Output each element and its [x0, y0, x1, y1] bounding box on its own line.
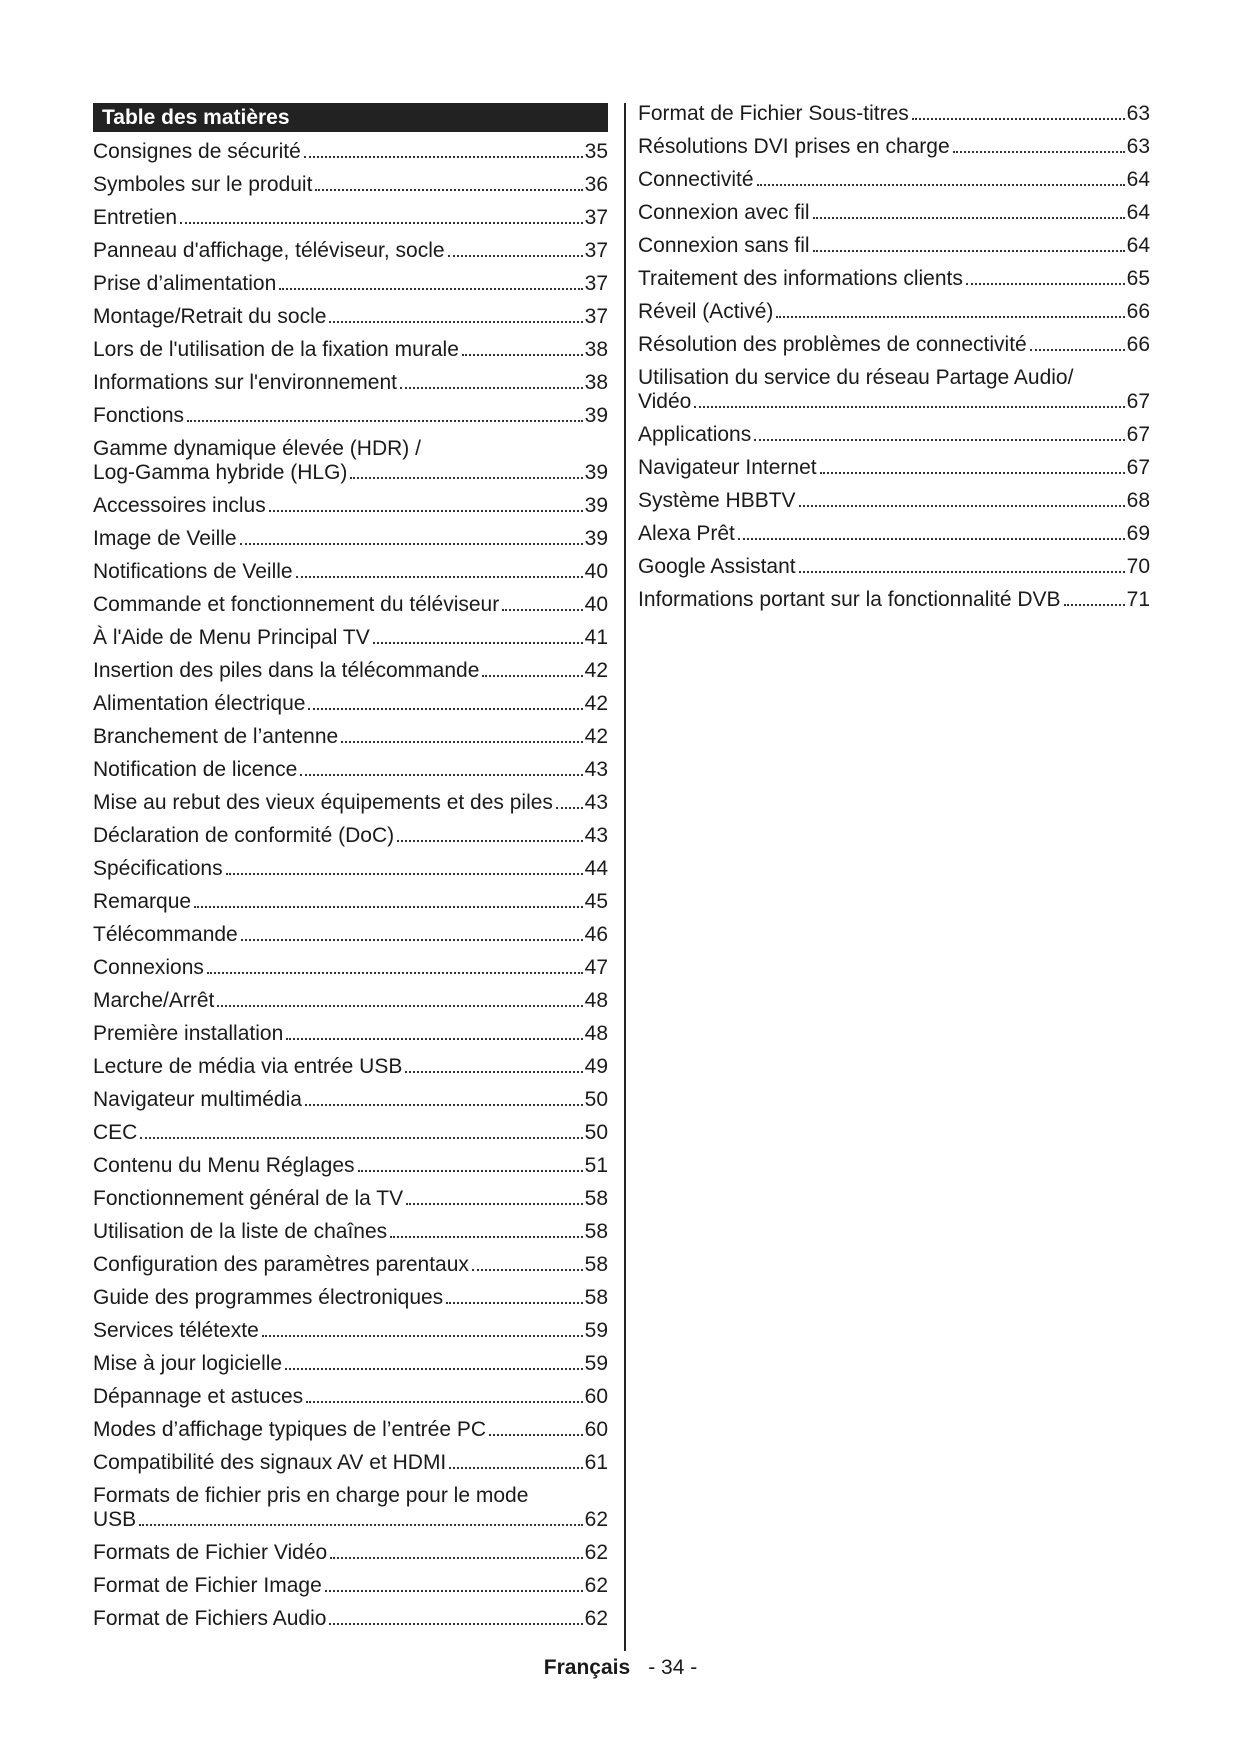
dot-leader: [358, 1170, 583, 1172]
dot-leader: [776, 316, 1124, 318]
toc-entry-title: Commande et fonctionnement du téléviseur: [93, 593, 500, 616]
toc-entry-page: 45: [584, 890, 608, 913]
toc-entry-page: 38: [584, 371, 608, 394]
toc-list-left: [93, 135, 608, 1635]
toc-entry-page: 70: [1126, 555, 1150, 578]
toc-list-right: [638, 97, 1150, 616]
toc-entry-title: Format de Fichier Sous-titres: [638, 102, 909, 125]
toc-entry-page: 37: [584, 272, 608, 295]
dot-leader: [262, 1335, 583, 1337]
toc-entry-title: Montage/Retrait du socle: [93, 305, 327, 328]
toc-entry-title: Mise au rebut des vieux équipements et des piles: [93, 791, 553, 814]
toc-entry[interactable]: [93, 555, 608, 588]
toc-entry[interactable]: [93, 1380, 608, 1413]
toc-entry-title: Contenu du Menu Réglages: [93, 1154, 355, 1177]
toc-entry-page: 48: [584, 989, 608, 1012]
dot-leader: [953, 151, 1125, 153]
toc-entry-page: 64: [1126, 168, 1150, 191]
dot-leader: [1030, 349, 1125, 351]
toc-entry-page: 46: [584, 923, 608, 946]
toc-entry-page: 58: [584, 1253, 608, 1276]
toc-entry-title: Connexion sans fil: [638, 234, 810, 257]
toc-entry[interactable]: [93, 753, 608, 786]
toc-entry[interactable]: [93, 1569, 608, 1602]
toc-entry-title: Applications: [638, 423, 752, 446]
dot-leader: [306, 1401, 582, 1403]
toc-entry-title: Guide des programmes électroniques: [93, 1286, 444, 1309]
dot-leader: [390, 1236, 582, 1238]
toc-entry-title: Résolution des problèmes de connectivité: [638, 333, 1027, 356]
toc-entry[interactable]: [93, 1314, 608, 1347]
toc-entry-page: 40: [584, 593, 608, 616]
toc-entry[interactable]: [93, 984, 608, 1017]
toc-entry-title: Résolutions DVI prises en charge: [638, 135, 950, 158]
toc-entry-title: Consignes de sécurité: [93, 140, 301, 163]
toc-entry-page: 59: [584, 1352, 608, 1375]
toc-entry[interactable]: [93, 720, 608, 753]
toc-entry[interactable]: [93, 522, 608, 555]
dot-leader: [140, 1137, 582, 1139]
toc-entry-page: 37: [584, 305, 608, 328]
toc-entry[interactable]: [93, 201, 608, 234]
toc-entry-title: À l'Aide de Menu Principal TV: [93, 626, 370, 649]
toc-entry[interactable]: [93, 1248, 608, 1281]
toc-entry-page: 49: [584, 1055, 608, 1078]
dot-leader: [315, 189, 582, 191]
toc-entry-title-continued: Vidéo: [638, 390, 692, 413]
toc-entry-page: 62: [584, 1508, 608, 1531]
toc-entry-title: Accessoires inclus: [93, 494, 266, 517]
toc-entry-title: Alexa Prêt: [638, 522, 735, 545]
dot-leader: [449, 1467, 582, 1469]
toc-entry-page: 36: [584, 173, 608, 196]
toc-entry-title: Dépannage et astuces: [93, 1385, 304, 1408]
toc-entry[interactable]: [93, 300, 608, 333]
toc-entry-title: Déclaration de conformité (DoC): [93, 824, 395, 847]
toc-entry-title: Mise à jour logicielle: [93, 1352, 283, 1375]
dot-leader: [207, 972, 583, 974]
toc-entry[interactable]: [93, 135, 608, 168]
toc-entry[interactable]: [93, 654, 608, 687]
toc-entry-title: Connexions: [93, 956, 204, 979]
toc-entry[interactable]: [93, 234, 608, 267]
toc-entry-page: 40: [584, 560, 608, 583]
dot-leader: [472, 1269, 583, 1271]
toc-entry[interactable]: [638, 328, 1150, 361]
toc-entry-page: 66: [1126, 300, 1150, 323]
toc-entry-page: 42: [584, 692, 608, 715]
toc-entry[interactable]: [93, 687, 608, 720]
toc-entry-page: 63: [1126, 102, 1150, 125]
toc-entry[interactable]: [638, 295, 1150, 328]
dot-leader: [400, 387, 583, 389]
toc-entry-title: Remarque: [93, 890, 192, 913]
toc-entry-page: 47: [584, 956, 608, 979]
toc-entry-page: 58: [584, 1220, 608, 1243]
dot-leader: [757, 184, 1125, 186]
toc-entry-title: Branchement de l’antenne: [93, 725, 339, 748]
dot-leader: [180, 222, 583, 224]
toc-entry[interactable]: [638, 163, 1150, 196]
toc-entry-page: 60: [584, 1418, 608, 1441]
toc-entry-title: Marche/Arrêt: [93, 989, 215, 1012]
toc-entry-title-continued: Log-Gamma hybride (HLG): [93, 461, 348, 484]
toc-entry-title: Télécommande: [93, 923, 238, 946]
dot-leader: [329, 1623, 582, 1625]
dot-leader: [285, 1368, 583, 1370]
toc-entry[interactable]: [93, 1446, 608, 1479]
toc-entry-page: 43: [584, 824, 608, 847]
dot-leader: [448, 255, 583, 257]
toc-entry-title: Configuration des paramètres parentaux: [93, 1253, 469, 1276]
dot-leader: [820, 472, 1125, 474]
toc-entry[interactable]: [638, 262, 1150, 295]
toc-entry-page: 64: [1126, 234, 1150, 257]
dot-leader: [330, 1557, 582, 1559]
toc-entry-title: Fonctionnement général de la TV: [93, 1187, 404, 1210]
toc-entry-page: 62: [584, 1541, 608, 1564]
toc-entry-title: Gamme dynamique élevée (HDR) /: [93, 437, 421, 460]
toc-entry[interactable]: [93, 885, 608, 918]
toc-entry-page: 42: [584, 659, 608, 682]
toc-entry[interactable]: [93, 951, 608, 984]
dot-leader: [304, 156, 583, 158]
toc-entry-page: 67: [1126, 390, 1150, 413]
toc-entry[interactable]: [638, 550, 1150, 583]
footer-page-number: - 34 -: [648, 1656, 698, 1679]
toc-entry[interactable]: [93, 168, 608, 201]
toc-entry-title-continued: USB: [93, 1508, 137, 1531]
toc-entry[interactable]: [93, 267, 608, 300]
toc-entry-title: Utilisation du service du réseau Partage Audio/: [638, 366, 1074, 389]
toc-entry[interactable]: [638, 418, 1150, 451]
toc-entry[interactable]: [93, 333, 608, 366]
toc-entry-page: 71: [1126, 588, 1150, 611]
toc-entry-page: 63: [1126, 135, 1150, 158]
toc-entry-title: Première installation: [93, 1022, 284, 1045]
toc-entry-page: 58: [584, 1286, 608, 1309]
toc-entry[interactable]: [638, 196, 1150, 229]
toc-entry[interactable]: [93, 1083, 608, 1116]
dot-leader: [139, 1524, 582, 1526]
toc-entry-page: 68: [1126, 489, 1150, 512]
toc-entry[interactable]: [93, 621, 608, 654]
toc-entry[interactable]: [93, 1116, 608, 1149]
dot-leader: [1064, 604, 1125, 606]
toc-entry-page: 66: [1126, 333, 1150, 356]
toc-entry-page: 39: [584, 404, 608, 427]
dot-leader: [350, 477, 582, 479]
toc-entry-page: 37: [584, 239, 608, 262]
dot-leader: [305, 1104, 583, 1106]
toc-entry[interactable]: [93, 1347, 608, 1380]
toc-entry-title: Notification de licence: [93, 758, 298, 781]
toc-entry-title: Système HBBTV: [638, 489, 796, 512]
dot-leader: [217, 1005, 582, 1007]
dot-leader: [446, 1302, 582, 1304]
toc-entry-page: 39: [584, 494, 608, 517]
toc-entry-page: 59: [584, 1319, 608, 1342]
toc-entry[interactable]: [93, 588, 608, 621]
toc-entry-title: Navigateur Internet: [638, 456, 817, 479]
toc-entry-page: 58: [584, 1187, 608, 1210]
toc-entry-title: CEC: [93, 1121, 138, 1144]
dot-leader: [799, 505, 1125, 507]
toc-entry-page: 48: [584, 1022, 608, 1045]
toc-entry-title: Prise d’alimentation: [93, 272, 277, 295]
dot-leader: [325, 1590, 583, 1592]
toc-entry-page: 50: [584, 1088, 608, 1111]
dot-leader: [754, 439, 1124, 441]
toc-entry-title: Format de Fichiers Audio: [93, 1607, 327, 1630]
toc-entry-title: Réveil (Activé): [638, 300, 774, 323]
dot-leader: [813, 217, 1125, 219]
toc-entry[interactable]: [93, 1050, 608, 1083]
dot-leader: [912, 118, 1125, 120]
dot-leader: [406, 1203, 583, 1205]
toc-entry[interactable]: [638, 130, 1150, 163]
dot-leader: [194, 906, 583, 908]
toc-entry[interactable]: [93, 1479, 608, 1536]
toc-entry-page: 69: [1126, 522, 1150, 545]
toc-entry[interactable]: [638, 229, 1150, 262]
dot-leader: [296, 576, 583, 578]
dot-leader: [738, 538, 1125, 540]
toc-entry-page: 51: [584, 1154, 608, 1177]
dot-leader: [813, 250, 1125, 252]
toc-entry-title: Symboles sur le produit: [93, 173, 313, 196]
toc-entry[interactable]: [93, 1149, 608, 1182]
toc-entry-page: 38: [584, 338, 608, 361]
dot-leader: [966, 283, 1125, 285]
toc-entry-title: Navigateur multimédia: [93, 1088, 302, 1111]
toc-entry-title: Utilisation de la liste de chaînes: [93, 1220, 388, 1243]
dot-leader: [405, 1071, 582, 1073]
toc-entry[interactable]: [93, 852, 608, 885]
toc-entry-title: Spécifications: [93, 857, 223, 880]
toc-entry-title: Modes d’affichage typiques de l’entrée PC: [93, 1418, 487, 1441]
dot-leader: [482, 675, 582, 677]
dot-leader: [240, 543, 583, 545]
toc-entry[interactable]: [638, 484, 1150, 517]
toc-entry[interactable]: [93, 819, 608, 852]
toc-left-column: [93, 103, 608, 1635]
dot-leader: [300, 774, 582, 776]
toc-entry[interactable]: [93, 1017, 608, 1050]
dot-leader: [286, 1038, 582, 1040]
toc-entry-page: 35: [584, 140, 608, 163]
dot-leader: [397, 840, 583, 842]
toc-entry-page: 60: [584, 1385, 608, 1408]
toc-entry-page: 67: [1126, 423, 1150, 446]
toc-entry-title: Panneau d'affichage, téléviseur, socle: [93, 239, 445, 262]
toc-entry-title: Informations sur l'environnement: [93, 371, 397, 394]
toc-entry-title: Formats de Fichier Vidéo: [93, 1541, 328, 1564]
toc-entry-page: 67: [1126, 456, 1150, 479]
dot-leader: [279, 288, 582, 290]
toc-entry-page: 50: [584, 1121, 608, 1144]
toc-entry[interactable]: [93, 399, 608, 432]
toc-entry-page: 65: [1126, 267, 1150, 290]
toc-entry-title: Traitement des informations clients: [638, 267, 963, 290]
dot-leader: [226, 873, 583, 875]
toc-entry-page: 44: [584, 857, 608, 880]
toc-entry-title: Compatibilité des signaux AV et HDMI: [93, 1451, 447, 1474]
toc-entry-page: 43: [584, 791, 608, 814]
toc-entry-title: Format de Fichier Image: [93, 1574, 322, 1597]
toc-entry[interactable]: [93, 366, 608, 399]
dot-leader: [341, 741, 582, 743]
toc-entry-title: Insertion des piles dans la télécommande: [93, 659, 480, 682]
toc-entry-title: Lecture de média via entrée USB: [93, 1055, 403, 1078]
dot-leader: [308, 708, 582, 710]
toc-entry-page: 41: [584, 626, 608, 649]
toc-entry-title: Formats de fichier pris en charge pour le mode: [93, 1484, 529, 1507]
toc-entry-title: Connexion avec fil: [638, 201, 810, 224]
toc-entry-title: Informations portant sur la fonctionnalité DVB: [638, 588, 1061, 611]
toc-entry[interactable]: [93, 489, 608, 522]
toc-entry[interactable]: [638, 583, 1150, 616]
toc-entry-page: 43: [584, 758, 608, 781]
toc-entry-page: 42: [584, 725, 608, 748]
toc-entry-title: Connectivité: [638, 168, 754, 191]
footer-language: Français: [543, 1656, 631, 1679]
toc-entry-page: 39: [584, 527, 608, 550]
toc-entry[interactable]: [93, 1215, 608, 1248]
toc-entry[interactable]: [93, 1182, 608, 1215]
toc-entry[interactable]: [93, 1602, 608, 1635]
toc-entry[interactable]: [638, 517, 1150, 550]
toc-entry[interactable]: [93, 786, 608, 819]
toc-entry-page: 37: [584, 206, 608, 229]
toc-entry[interactable]: [93, 1281, 608, 1314]
toc-entry[interactable]: [638, 97, 1150, 130]
toc-entry-title: Alimentation électrique: [93, 692, 306, 715]
toc-entry-title: Services télétexte: [93, 1319, 259, 1342]
toc-entry[interactable]: [93, 918, 608, 951]
toc-entry-title: Google Assistant: [638, 555, 796, 578]
dot-leader: [241, 939, 583, 941]
toc-entry[interactable]: [93, 1536, 608, 1569]
toc-entry-title: Entretien: [93, 206, 178, 229]
toc-entry-title: Fonctions: [93, 404, 185, 427]
toc-entry-page: 64: [1126, 201, 1150, 224]
toc-entry-title: Notifications de Veille: [93, 560, 293, 583]
dot-leader: [799, 571, 1125, 573]
toc-entry-page: 61: [584, 1451, 608, 1474]
toc-entry[interactable]: [93, 1413, 608, 1446]
column-divider: [624, 103, 626, 1651]
dot-leader: [269, 510, 583, 512]
toc-entry[interactable]: [93, 432, 608, 489]
toc-right-column: [638, 97, 1150, 616]
toc-entry-page: 62: [584, 1607, 608, 1630]
dot-leader: [187, 420, 583, 422]
page-footer: [0, 1656, 1241, 1680]
dot-leader: [502, 609, 582, 611]
dot-leader: [462, 354, 583, 356]
toc-entry-title: Image de Veille: [93, 527, 237, 550]
dot-leader: [694, 406, 1124, 408]
toc-title: Table des matières: [93, 103, 608, 132]
toc-entry-title: Lors de l'utilisation de la fixation murale: [93, 338, 459, 361]
toc-entry[interactable]: [638, 361, 1150, 418]
toc-entry[interactable]: [638, 451, 1150, 484]
dot-leader: [489, 1434, 583, 1436]
toc-entry-page: 62: [584, 1574, 608, 1597]
dot-leader: [329, 321, 582, 323]
dot-leader: [373, 642, 583, 644]
dot-leader: [556, 807, 583, 809]
toc-entry-page: 39: [584, 461, 608, 484]
